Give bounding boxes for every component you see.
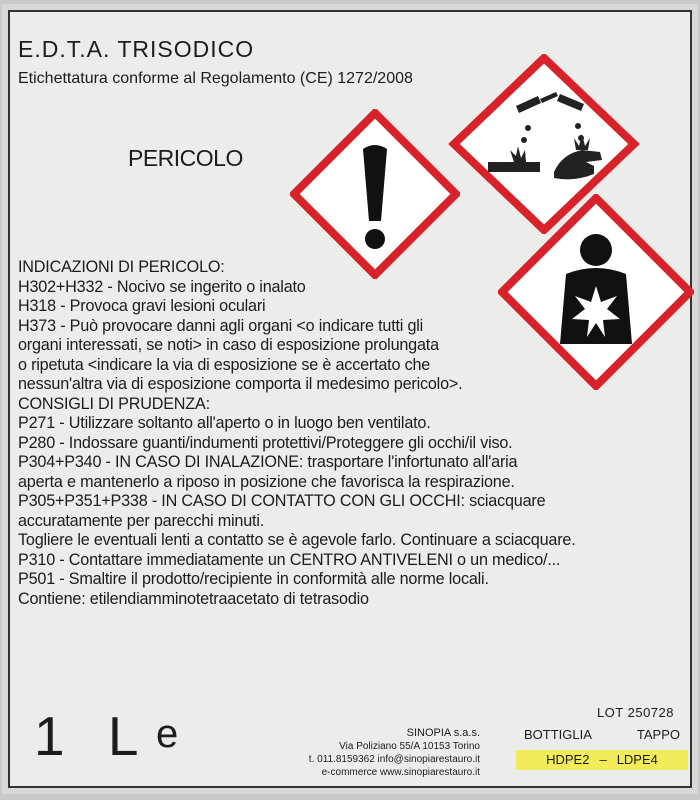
precaution-statement: P501 - Smaltire il prodotto/recipiente in conformità alle norme locali. — [18, 570, 489, 588]
hazard-statement: H373 - Può provocare danni agli organi <o indicare tutti gli — [18, 316, 424, 335]
hazard-text-block — [18, 258, 698, 609]
product-name: E.D.T.A. TRISODICO — [18, 36, 255, 62]
hazard-statement: H302+H332 - Nocivo se ingerito o inalato — [18, 277, 306, 296]
precaution-statement: P304+P340 - IN CASO DI INALAZIONE: trasportare l'infortunato all'aria — [18, 453, 518, 471]
contains-statement: Contiene: etilendiamminotetraacetato di tetrasodio — [18, 589, 369, 608]
bottle-material: HDPE2 — [546, 752, 590, 767]
regulation-note: Etichettatura conforme al Regolamento (CE) 1272/2008 — [18, 70, 413, 87]
company-address: Via Poliziano 55/A 10153 Torino — [339, 741, 480, 752]
precaution-statement: P271 - Utilizzare soltanto all'aperto o in luogo ben ventilato. — [18, 414, 431, 432]
lot-number: LOT 250728 — [596, 705, 674, 720]
product-label — [8, 10, 692, 788]
company-contacts: t. 011.8159362 info@sinopiarestauro.it — [308, 754, 480, 765]
company-web: e-commerce www.sinopiarestauro.it — [321, 767, 480, 778]
precaution-statement: accuratamente per parecchi minuti. — [18, 511, 265, 530]
cap-label: TAPPO — [636, 727, 680, 742]
cap-material: LDPE4 — [616, 752, 658, 767]
exclamation-mark-icon — [290, 109, 460, 279]
packaging-materials — [516, 750, 688, 770]
hazard-statement: o ripetuta <indicare la via di esposizione se è accertato che — [18, 355, 431, 374]
bottle-label: BOTTIGLIA — [524, 727, 592, 742]
hazard-heading: INDICAZIONI DI PERICOLO: — [18, 258, 225, 276]
packaging-labels — [516, 725, 688, 745]
precaution-statement: P310 - Contattare immediatamente un CENTRO ANTIVELENI o un medico/... — [18, 550, 561, 569]
precaution-statement: P305+P351+P338 - IN CASO DI CONTATTO CON GLI OCCHI: sciacquare — [18, 492, 546, 510]
company-info — [309, 727, 480, 779]
precaution-heading: CONSIGLI DI PRUDENZA: — [18, 394, 210, 413]
company-name: SINOPIA s.a.s. — [406, 727, 480, 739]
volume: 1 L — [34, 705, 153, 767]
packaging-info — [516, 725, 688, 770]
estimated-mark: e — [156, 712, 179, 756]
hazard-statement: H318 - Provoca gravi lesioni oculari — [18, 297, 266, 315]
signal-word: PERICOLO — [128, 145, 243, 171]
hazard-statement: nessun'altra via di esposizione comporta il medesimo pericolo>. — [18, 375, 463, 393]
precaution-statement: P280 - Indossare guanti/indumenti protettivi/Proteggere gli occhi/il viso. — [18, 433, 513, 452]
precaution-statement: Togliere le eventuali lenti a contatto se è agevole farlo. Continuare a sciacquare. — [18, 531, 576, 549]
hazard-statement: organi interessati, se noti> in caso di esposizione prolungata — [18, 336, 439, 354]
precaution-statement: aperta e mantenerlo a riposo in posizione che favorisca la respirazione. — [18, 472, 515, 491]
material-separator: – — [599, 752, 607, 767]
